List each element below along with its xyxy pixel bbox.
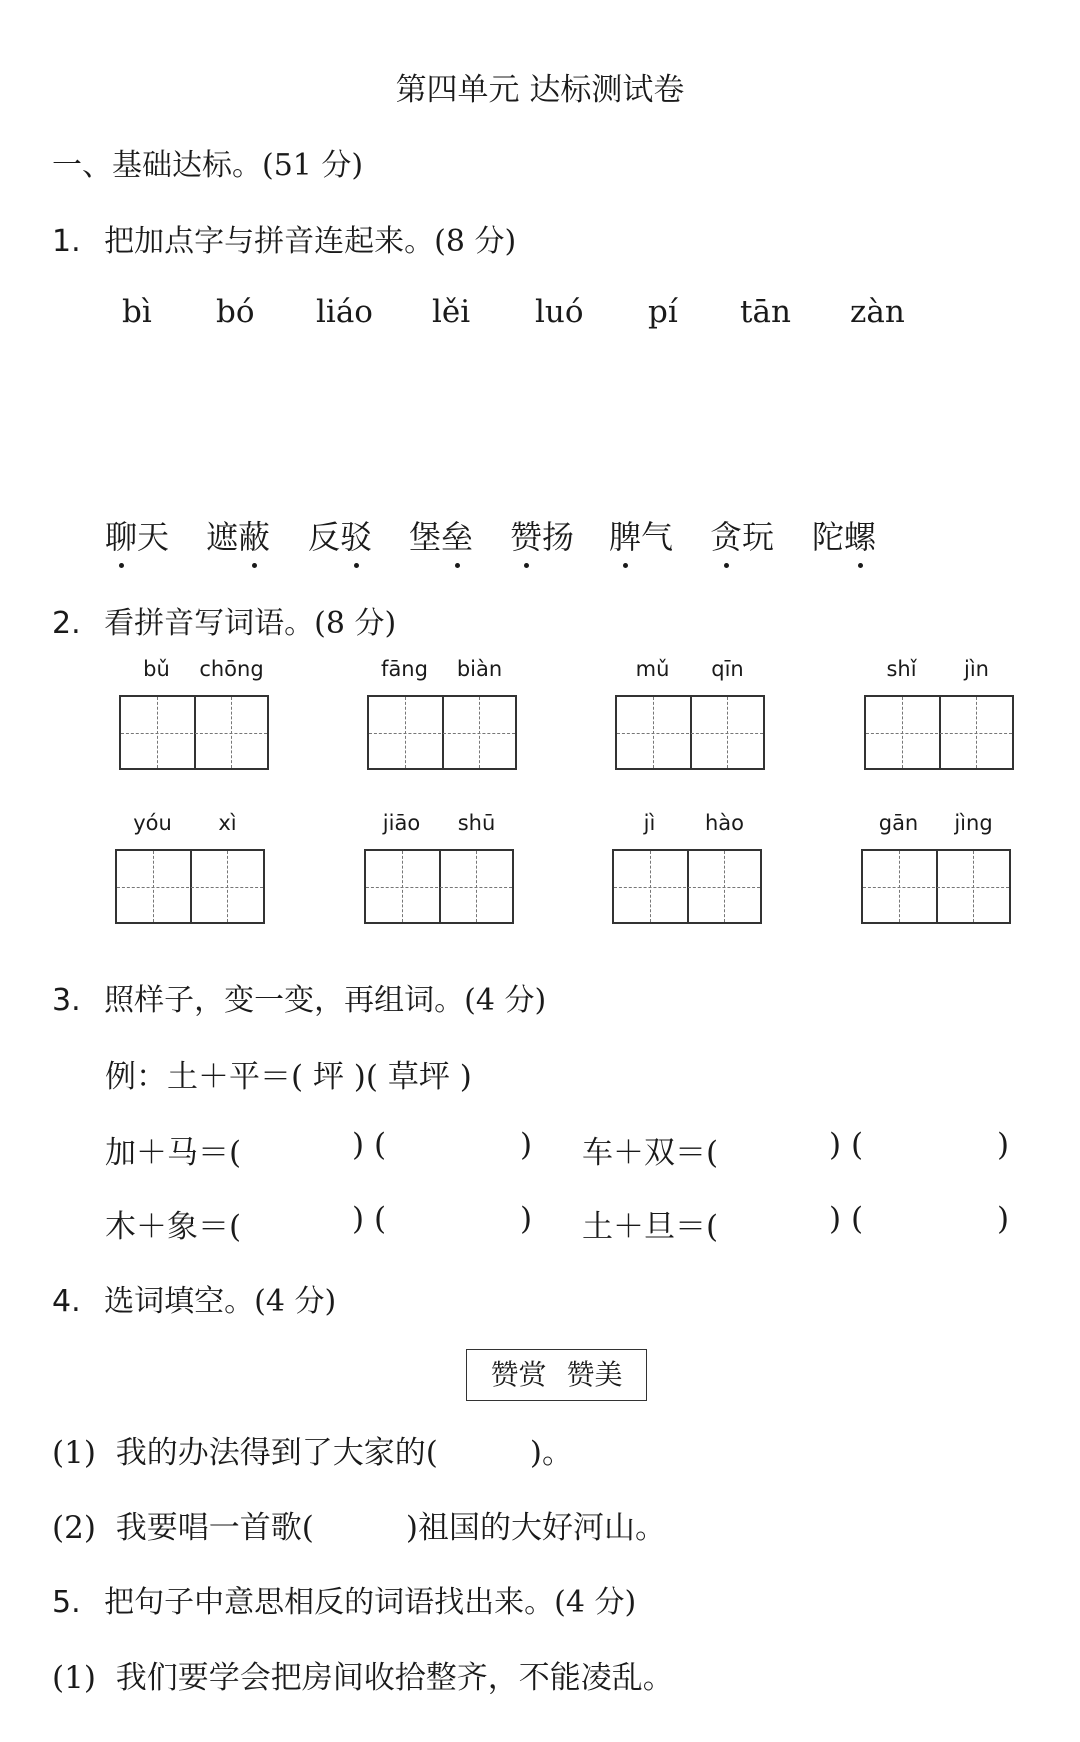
tianzige-box[interactable] <box>861 849 1011 924</box>
pinyin-option: tān <box>740 294 791 330</box>
grid-guide <box>614 887 760 888</box>
compose-mid: ) ( <box>829 1201 864 1237</box>
compose-left: 土＋旦＝( <box>582 1209 719 1245</box>
compose-mid: ) ( <box>352 1127 387 1163</box>
word-char: 天 <box>137 518 170 556</box>
grid-guide <box>369 733 515 734</box>
sentence-text: 我要唱一首歌( <box>115 1510 314 1546</box>
question-text: 选词填空。(4 分) <box>104 1284 337 1319</box>
tianzige-box[interactable] <box>115 849 265 924</box>
word-item <box>609 512 673 558</box>
tianzige-box[interactable] <box>612 849 762 924</box>
sentence-text: )祖国的大好河山。 <box>405 1510 666 1546</box>
word-char: 玩 <box>742 518 775 556</box>
sentence-1 <box>52 1427 573 1472</box>
pinyin-option: luó <box>535 294 584 330</box>
question-text: 照样子，变一变，再组词。(4 分) <box>104 983 547 1018</box>
grid-pinyin <box>864 657 1014 683</box>
grid-pinyin <box>367 657 517 683</box>
question-5 <box>52 1577 636 1621</box>
compose-mid: ) ( <box>829 1127 864 1163</box>
compose-item <box>105 1201 533 1246</box>
pinyin-syllable: jìn <box>964 657 989 681</box>
compose-right: ) <box>520 1127 533 1163</box>
dotted-char: 赞 <box>510 512 542 558</box>
grid-guide <box>117 887 263 888</box>
word-char: 扬 <box>542 518 575 556</box>
pinyin-syllable: fāng <box>381 657 428 681</box>
grid-pinyin <box>612 811 762 837</box>
pinyin-syllable: xì <box>218 811 237 835</box>
example-line: 例：土＋平＝( 坪 )( 草坪 ) <box>105 1059 472 1095</box>
pinyin-option: lěi <box>432 294 471 330</box>
tianzige-box[interactable] <box>367 695 517 770</box>
compose-left: 木＋象＝( <box>105 1209 242 1245</box>
sentence-2 <box>52 1502 666 1547</box>
grid-guide <box>366 887 512 888</box>
dotted-char: 脾 <box>609 512 641 558</box>
pinyin-syllable: biàn <box>456 657 503 681</box>
pinyin-syllable: jì <box>643 811 656 835</box>
word-char: 陀 <box>812 518 845 556</box>
pinyin-syllable: bǔ <box>143 657 170 681</box>
grid-pinyin <box>364 811 514 837</box>
question-3 <box>52 975 546 1019</box>
word-item <box>812 512 876 558</box>
compose-right: ) <box>997 1127 1010 1163</box>
question-number: 2. <box>52 606 81 641</box>
pinyin-syllable: jìng <box>954 811 993 835</box>
word-item <box>409 512 473 558</box>
pinyin-syllable: chōng <box>199 657 264 681</box>
word-char: 堡 <box>409 518 442 556</box>
section-heading: 一、基础达标。(51 分) <box>52 148 364 183</box>
pinyin-syllable: mǔ <box>635 657 670 681</box>
tianzige-box[interactable] <box>864 695 1014 770</box>
word-choice-box <box>466 1349 647 1401</box>
pinyin-option: liáo <box>316 294 373 330</box>
sentence-label: (1) <box>52 1435 96 1471</box>
pinyin-option: bó <box>216 294 255 330</box>
grid-guide <box>863 887 1009 888</box>
pinyin-option: pí <box>648 294 678 330</box>
dotted-char: 聊 <box>105 512 137 558</box>
grid-pinyin <box>115 811 265 837</box>
pinyin-syllable: hào <box>704 811 745 835</box>
grid-pinyin <box>615 657 765 683</box>
pinyin-syllable: shǐ <box>886 657 917 681</box>
pinyin-syllable: gān <box>878 811 919 835</box>
grid-pinyin <box>119 657 269 683</box>
pinyin-syllable: qīn <box>711 657 744 681</box>
dotted-char: 蔽 <box>238 512 270 558</box>
dotted-char: 贪 <box>710 512 742 558</box>
sentence-text: 我的办法得到了大家的( <box>115 1435 438 1471</box>
question-text: 看拼音写词语。(8 分) <box>104 606 397 641</box>
grid-guide <box>866 733 1012 734</box>
word-item <box>710 512 774 558</box>
pinyin-syllable: jiāo <box>382 811 421 835</box>
dotted-char: 驳 <box>340 512 372 558</box>
compose-left: 车＋双＝( <box>582 1135 719 1171</box>
compose-right: ) <box>520 1201 533 1237</box>
dotted-char: 螺 <box>844 512 876 558</box>
question-4 <box>52 1276 336 1320</box>
grid-guide <box>121 733 267 734</box>
compose-mid: ) ( <box>352 1201 387 1237</box>
question-number: 1. <box>52 224 81 259</box>
tianzige-box[interactable] <box>119 695 269 770</box>
dotted-char: 垒 <box>441 512 473 558</box>
compose-item <box>582 1201 1010 1246</box>
grid-guide <box>617 733 763 734</box>
pinyin-syllable: shū <box>457 811 496 835</box>
sentence-text: )。 <box>529 1435 573 1471</box>
sentence-label: (1) <box>52 1660 96 1696</box>
pinyin-syllable: yóu <box>133 811 172 835</box>
compose-item <box>582 1127 1010 1172</box>
word-char: 遮 <box>206 518 239 556</box>
pinyin-option: zàn <box>850 294 905 330</box>
pinyin-option: bì <box>122 294 152 330</box>
word-char: 反 <box>308 518 341 556</box>
choice-word: 赞美 <box>566 1358 623 1391</box>
sentence-label: (2) <box>52 1510 96 1546</box>
tianzige-box[interactable] <box>615 695 765 770</box>
question-text: 把句子中意思相反的词语找出来。(4 分) <box>104 1585 637 1620</box>
grid-pinyin <box>861 811 1011 837</box>
word-item <box>206 512 270 558</box>
word-item <box>105 512 169 558</box>
compose-right: ) <box>997 1201 1010 1237</box>
tianzige-box[interactable] <box>364 849 514 924</box>
sentence-text: 我们要学会把房间收拾整齐，不能凌乱。 <box>115 1660 674 1696</box>
question-2 <box>52 598 396 642</box>
question-text: 把加点字与拼音连起来。(8 分) <box>104 224 517 259</box>
question-number: 3. <box>52 983 81 1018</box>
question-number: 5. <box>52 1585 81 1620</box>
word-item <box>510 512 574 558</box>
compose-item <box>105 1127 533 1172</box>
question-1 <box>52 216 516 260</box>
word-item <box>308 512 372 558</box>
compose-left: 加＋马＝( <box>105 1135 242 1171</box>
question-number: 4. <box>52 1284 81 1319</box>
sentence-3 <box>52 1652 674 1697</box>
word-char: 气 <box>641 518 674 556</box>
choice-word: 赞赏 <box>490 1358 547 1391</box>
page-title: 第四单元 达标测试卷 <box>395 72 685 108</box>
